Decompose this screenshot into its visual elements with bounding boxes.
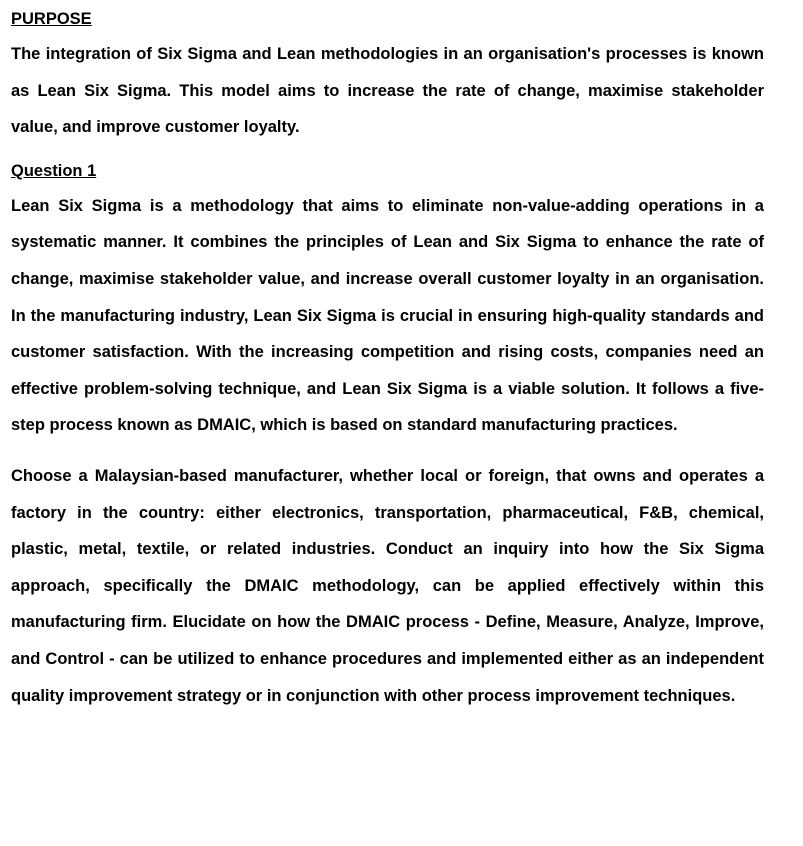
question-1-heading: Question 1 [11, 161, 97, 180]
purpose-paragraph: The integration of Six Sigma and Lean methodologies in an organisation's processes is known as Lean Six Sigma. This model aims to increase the rate of change, maximise stakeholder value, and improve customer loyalty. [11, 45, 764, 137]
question-1-paragraph-1: Lean Six Sigma is a methodology that aims to eliminate non-value-adding operations in a systematic manner. It combines the principles of Lean and Six Sigma to enhance the rate of change, maximise stakeholder value, and increase overall customer loyalty in an organisation. In the manufacturing industry, Lean Six Sigma is crucial in ensuring high-quality standards and customer satisfaction. With the increasing competition and rising costs, companies need an effective problem-solving technique, and Lean Six Sigma is a viable solution. It follows a five-step process known as DMAIC, which is based on standard manufacturing practices. [11, 196, 764, 435]
question-1-paragraph-2: Choose a Malaysian-based manufacturer, whether local or foreign, that owns and operates a factory in the country: either electronics, transportation, pharmaceutical, F&B, chemical, plastic, metal, textile, or related industries. Conduct an inquiry into how the Six Sigma approach, specifically the DMAIC methodology, can be applied effectively within this manufacturing firm. Elucidate on how the DMAIC process - Define, Measure, Analyze, Improve, and Control - can be utilized to enhance procedures and implemented either as an independent quality improvement strategy or in conjunction with other process improvement techniques. [11, 466, 764, 705]
document-page [11, 6, 764, 714]
purpose-heading: PURPOSE [11, 10, 92, 28]
